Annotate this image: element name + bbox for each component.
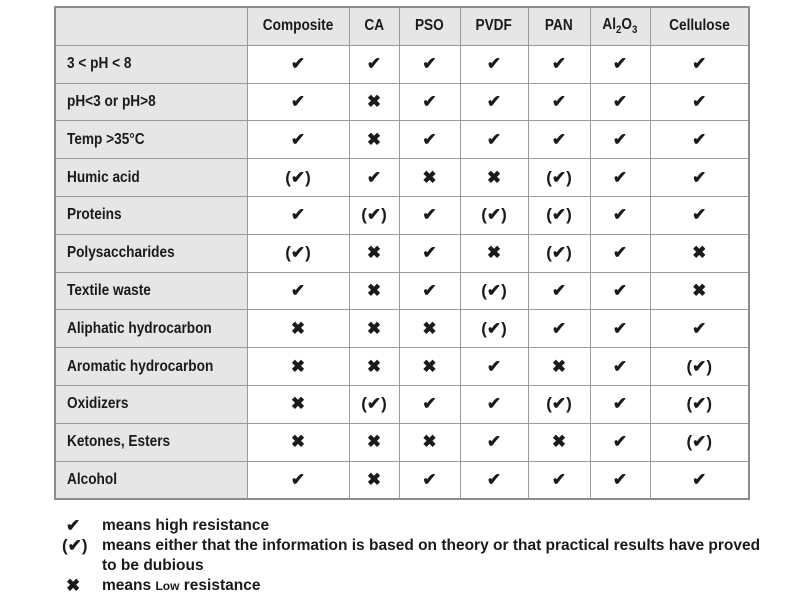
cell-pvdf: (✔) [460,310,528,348]
cell-pvdf: ✖ [460,234,528,272]
cell-pan: (✔) [528,234,590,272]
cell-pso: ✔ [399,121,460,159]
cell-ca: ✖ [349,461,399,499]
cell-pso: ✔ [399,385,460,423]
row-label: 3 < pH < 8 [55,45,247,83]
header-ca: CA [349,7,399,45]
table-row [55,348,749,386]
header-pvdf: PVDF [460,7,528,45]
table-row [55,234,749,272]
cell-pso: ✖ [399,348,460,386]
cell-pan: ✔ [528,83,590,121]
table-row [55,196,749,234]
cell-cellulose: (✔) [650,423,749,461]
cell-pso: ✔ [399,461,460,499]
table-row [55,461,749,499]
cell-al2o3: ✔ [590,423,650,461]
cell-al2o3: ✔ [590,272,650,310]
table-row [55,310,749,348]
cell-ca: ✖ [349,348,399,386]
cell-pan: (✔) [528,385,590,423]
cell-pso: ✔ [399,45,460,83]
cell-pso: ✔ [399,234,460,272]
cell-al2o3: ✔ [590,121,650,159]
cell-pan: ✔ [528,121,590,159]
cell-composite: ✔ [247,272,349,310]
legend-item-high [66,516,766,536]
legend-item-dubious [62,536,766,576]
row-label: Temp >35°C [55,121,247,159]
cell-pan: ✖ [528,348,590,386]
check-icon: ✔ [66,516,81,535]
cell-composite: ✖ [247,348,349,386]
cell-ca: ✖ [349,423,399,461]
cell-pso: ✖ [399,423,460,461]
cell-ca: ✖ [349,272,399,310]
cell-cellulose: ✔ [650,461,749,499]
cell-ca: ✔ [349,159,399,197]
row-label: Alcohol [55,461,247,499]
cell-pvdf: ✖ [460,159,528,197]
row-label: Textile waste [55,272,247,310]
cell-composite: (✔) [247,159,349,197]
cell-pan: ✖ [528,423,590,461]
cell-cellulose: ✔ [650,310,749,348]
row-label: Ketones, Esters [55,423,247,461]
header-al2o3: $Al_2O_3$ [590,7,650,45]
cell-ca: ✖ [349,83,399,121]
cell-al2o3: ✔ [590,385,650,423]
cell-pso: ✖ [399,159,460,197]
cell-pvdf: ✔ [460,83,528,121]
table-row [55,423,749,461]
cell-pvdf: ✔ [460,348,528,386]
header-composite: Composite [247,7,349,45]
cell-al2o3: ✔ [590,45,650,83]
cell-al2o3: ✔ [590,234,650,272]
cell-ca: (✔) [349,385,399,423]
legend-item-low [66,576,766,596]
cell-pvdf: ✔ [460,121,528,159]
cell-composite: ✔ [247,461,349,499]
cell-pvdf: ✔ [460,423,528,461]
table-body [55,45,749,499]
cell-pan: ✔ [528,461,590,499]
header-pso: PSO [399,7,460,45]
row-label: Oxidizers [55,385,247,423]
cell-composite: (✔) [247,234,349,272]
legend-text-low: means Low resistance [102,577,261,594]
cell-composite: ✖ [247,310,349,348]
legend-text-dubious: means either that the information is based on theory or that practical results have proved to be dubious [102,537,761,574]
cell-pan: ✔ [528,272,590,310]
cell-composite: ✔ [247,121,349,159]
cell-cellulose: ✔ [650,83,749,121]
header-cellulose: Cellulose [650,7,749,45]
table-row [55,272,749,310]
cell-pvdf: ✔ [460,385,528,423]
cell-cellulose: (✔) [650,348,749,386]
cell-composite: ✔ [247,83,349,121]
cell-al2o3: ✔ [590,461,650,499]
cell-al2o3: ✔ [590,196,650,234]
header-pan: PAN [528,7,590,45]
row-label: pH<3 or pH>8 [55,83,247,121]
cell-cellulose: ✔ [650,45,749,83]
row-label: Polysaccharides [55,234,247,272]
cell-pso: ✖ [399,310,460,348]
cell-pso: ✔ [399,83,460,121]
cell-composite: ✖ [247,385,349,423]
table-row [55,45,749,83]
cell-pan: (✔) [528,159,590,197]
cell-cellulose: ✖ [650,234,749,272]
cell-pso: ✔ [399,196,460,234]
cell-cellulose: (✔) [650,385,749,423]
row-label: Aliphatic hydrocarbon [55,310,247,348]
row-label: Humic acid [55,159,247,197]
check-in-parentheses-icon: (✔) [62,536,88,555]
cell-pso: ✔ [399,272,460,310]
cell-pvdf: (✔) [460,196,528,234]
cell-cellulose: ✔ [650,121,749,159]
cell-al2o3: ✔ [590,310,650,348]
cell-pan: ✔ [528,45,590,83]
cell-pvdf: (✔) [460,272,528,310]
legend-text-high: means high resistance [102,517,270,534]
cell-al2o3: ✔ [590,348,650,386]
cell-al2o3: ✔ [590,159,650,197]
table-row [55,385,749,423]
header-corner [55,7,247,45]
resistance-table-container [54,6,750,500]
table-row [55,121,749,159]
cell-ca: ✔ [349,45,399,83]
cell-composite: ✔ [247,196,349,234]
cell-composite: ✖ [247,423,349,461]
table-row [55,159,749,197]
cell-pvdf: ✔ [460,45,528,83]
cell-cellulose: ✖ [650,272,749,310]
cell-ca: (✔) [349,196,399,234]
cell-cellulose: ✔ [650,196,749,234]
legend [62,516,766,596]
cell-composite: ✔ [247,45,349,83]
cell-pvdf: ✔ [460,461,528,499]
cell-pan: ✔ [528,310,590,348]
cell-cellulose: ✔ [650,159,749,197]
cell-al2o3: ✔ [590,83,650,121]
header-row [55,7,749,45]
cell-ca: ✖ [349,234,399,272]
row-label: Proteins [55,196,247,234]
cross-icon: ✖ [66,576,81,595]
row-label: Aromatic hydrocarbon [55,348,247,386]
table-row [55,83,749,121]
cell-ca: ✖ [349,121,399,159]
resistance-table [54,6,750,500]
cell-pan: (✔) [528,196,590,234]
cell-ca: ✖ [349,310,399,348]
